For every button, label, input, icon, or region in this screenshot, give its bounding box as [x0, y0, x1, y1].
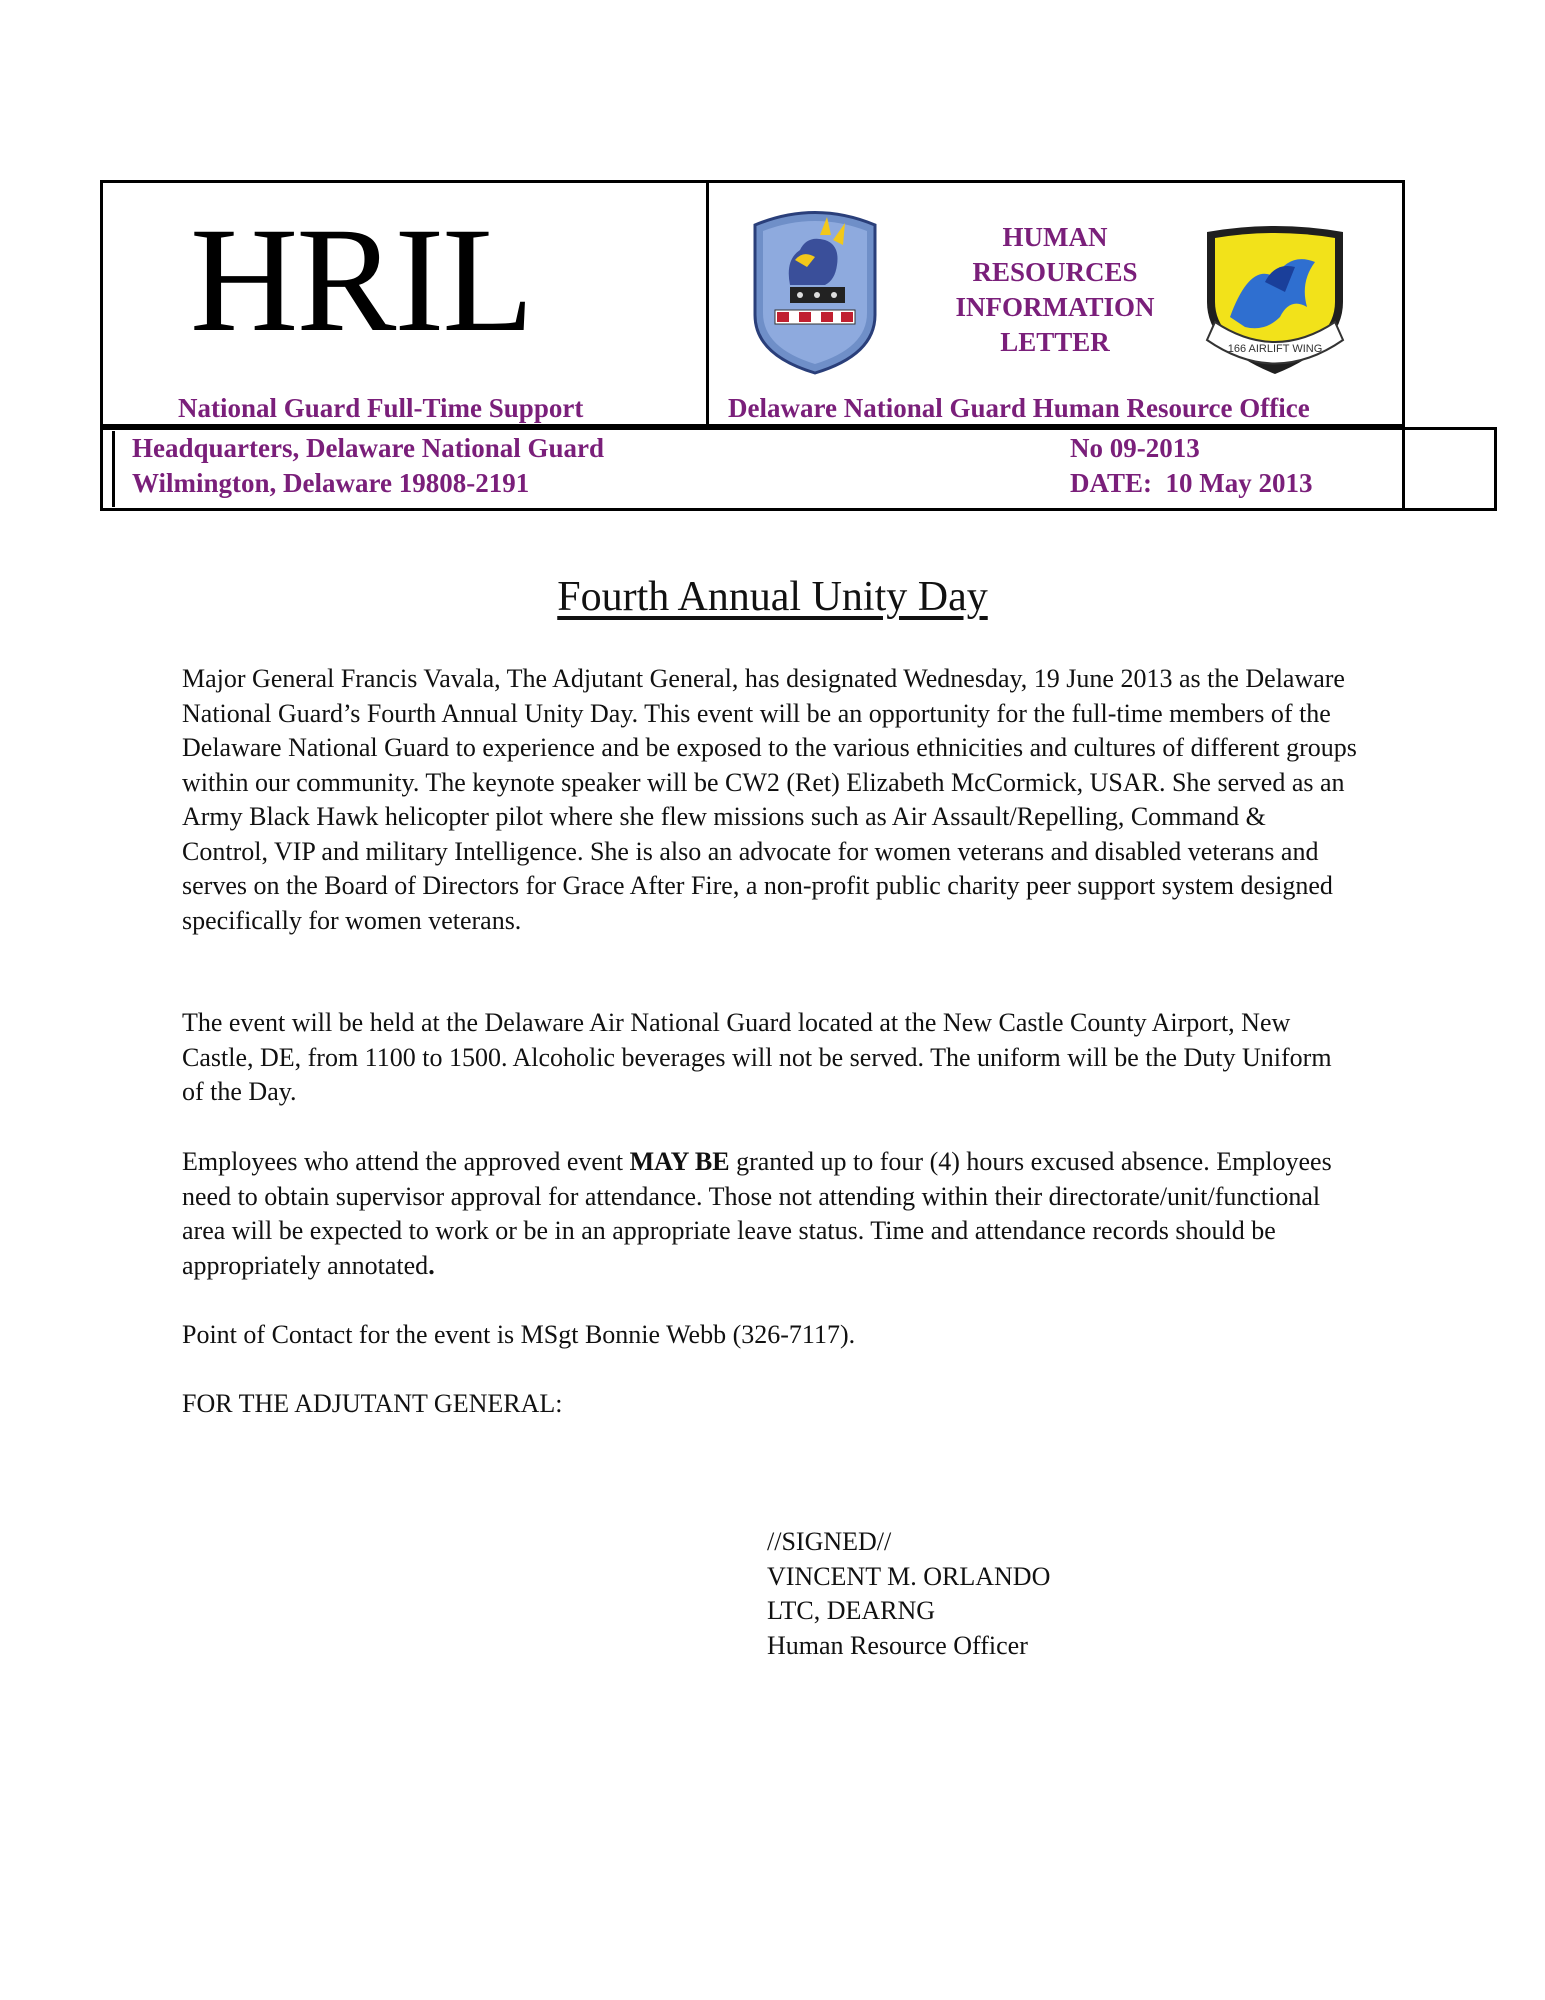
letter-title-line: LETTER	[1000, 327, 1110, 357]
signature-signed: //SIGNED//	[767, 1527, 892, 1556]
letter-title-line: HUMAN	[1002, 222, 1108, 252]
letter-number: No 09-2013	[1070, 433, 1200, 463]
hril-acronym: HRIL	[190, 197, 532, 363]
paragraph-attendance-part1: Employees who attend the approved event	[182, 1147, 630, 1176]
address-line-1: Headquarters, Delaware National Guard	[132, 433, 604, 463]
paragraph-closing: FOR THE ADJUTANT GENERAL:	[182, 1389, 563, 1418]
paragraph-attendance-emphasis: MAY BE	[629, 1147, 730, 1176]
right-caption: Delaware National Guard Human Resource Office	[728, 393, 1310, 423]
emblem-text: 166 AIRLIFT WING	[1227, 343, 1323, 355]
page-title	[0, 573, 1545, 621]
paragraph-attendance-end: .	[428, 1250, 435, 1280]
dng-shield-icon	[745, 205, 885, 375]
page-title-text: Fourth Annual Unity Day	[557, 574, 988, 620]
header-divider	[706, 180, 709, 427]
airlift-wing-emblem-icon	[1195, 222, 1355, 382]
signature-block	[767, 1525, 1050, 1663]
letter-title-line: INFORMATION	[955, 292, 1155, 322]
left-caption: National Guard Full-Time Support	[178, 393, 584, 423]
paragraph-intro: Major General Francis Vavala, The Adjutant General, has designated Wednesday, 19 June 2013 as the Delaware National Guard’s Fourth Annual Unity Day. This event will be an opportunity for the full-time members of the Delaware National Guard to experience and be exposed to the various ethnicities and cultures of different groups within our community. The keynote speaker will be CW2 (Ret) Elizabeth McCormick, USAR. She served as an Army Black Hawk helicopter pilot where she flew missions such as Air Assault/Repelling, Command & Control, VIP and military Intelligence. She is also an advocate for women veterans and disabled veterans and serves on the Board of Directors for Grace After Fire, a non-profit public charity peer support system designed specifically for women veterans.	[182, 664, 1357, 935]
paragraph-attendance-part2: granted up to four (4) hours excused absence. Employees need to obtain supervisor approval for attendance. Those not attending within their directorate/unit/functional area will be expected to work or be in an appropriate leave status. Time and attendance records should be appropriately annotated	[182, 1147, 1332, 1280]
letter-title-line: RESOURCES	[972, 257, 1138, 287]
letter-date: DATE: 10 May 2013	[1070, 468, 1313, 498]
paragraph-contact: Point of Contact for the event is MSgt Bonnie Webb (326-7117).	[182, 1320, 856, 1349]
info-divider-left	[112, 431, 115, 507]
signature-name: VINCENT M. ORLANDO	[767, 1561, 1051, 1591]
signature-rank: LTC, DEARNG	[767, 1596, 936, 1625]
paragraph-attendance	[182, 1145, 1357, 1283]
address-line-2: Wilmington, Delaware 19808-2191	[132, 468, 530, 498]
signature-position: Human Resource Officer	[767, 1630, 1028, 1660]
letter-title	[930, 220, 1180, 360]
paragraph-location: The event will be held at the Delaware Air National Guard located at the New Castle County Airport, New Castle, DE, from 1100 to 1500. Alcoholic beverages will not be served. The uniform will be the Duty Uniform of the Day.	[182, 1008, 1332, 1106]
info-divider-right	[1402, 427, 1405, 511]
